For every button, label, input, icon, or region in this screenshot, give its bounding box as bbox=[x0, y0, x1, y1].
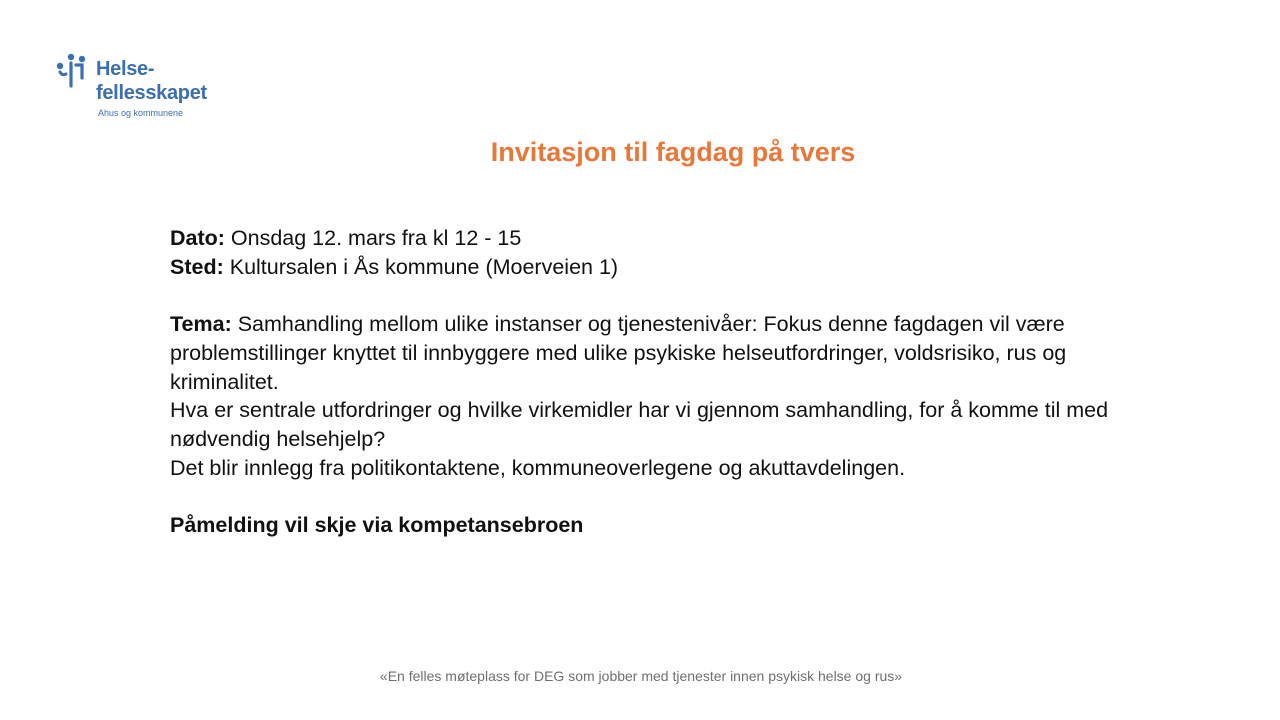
talks-paragraph: Det blir innlegg fra politikontaktene, kommuneoverlegene og akuttavdelingen. bbox=[170, 455, 906, 480]
date-value: Onsdag 12. mars fra kl 12 - 15 bbox=[224, 226, 522, 250]
invitation-body bbox=[170, 224, 1160, 540]
theme-text: Samhandling mellom ulike instanser og tjenestenivåer: Fokus denne fagdagen vil være problemstillinger knyttet til innbyggere med ulike psykiske helseutfordringer, voldsrisiko, rus og kriminalitet. bbox=[170, 312, 1067, 394]
spacer bbox=[170, 482, 1160, 511]
spacer bbox=[170, 281, 1160, 310]
registration-text: Påmelding vil skje via kompetansebroen bbox=[170, 513, 584, 537]
helsefellesskapet-logo bbox=[54, 52, 234, 122]
question-paragraph: Hva er sentrale utfordringer og hvilke virkemidler har vi gjennom samhandling, for å komme til med nødvendig helsehjelp? bbox=[170, 398, 1109, 451]
logo-tagline: Ahus og kommunene bbox=[98, 108, 184, 118]
people-icon bbox=[54, 52, 94, 92]
registration-line bbox=[170, 511, 1160, 540]
date-line bbox=[170, 224, 1160, 253]
logo-text-line1: Helse- bbox=[96, 58, 155, 80]
page-title: Invitasjon til fagdag på tvers bbox=[490, 137, 856, 167]
footer-tagline: «En felles møteplass for DEG som jobber med tjenester innen psykisk helse og rus» bbox=[379, 668, 903, 684]
location-line bbox=[170, 253, 1160, 282]
logo-text-line2: fellesskapet bbox=[96, 82, 207, 104]
date-label: Dato: bbox=[170, 226, 225, 250]
theme-paragraph bbox=[170, 310, 1160, 396]
theme-label: Tema: bbox=[170, 312, 232, 337]
location-label: Sted: bbox=[170, 254, 224, 279]
location-value: Kultursalen i Ås kommune (Moerveien 1) bbox=[223, 254, 619, 279]
